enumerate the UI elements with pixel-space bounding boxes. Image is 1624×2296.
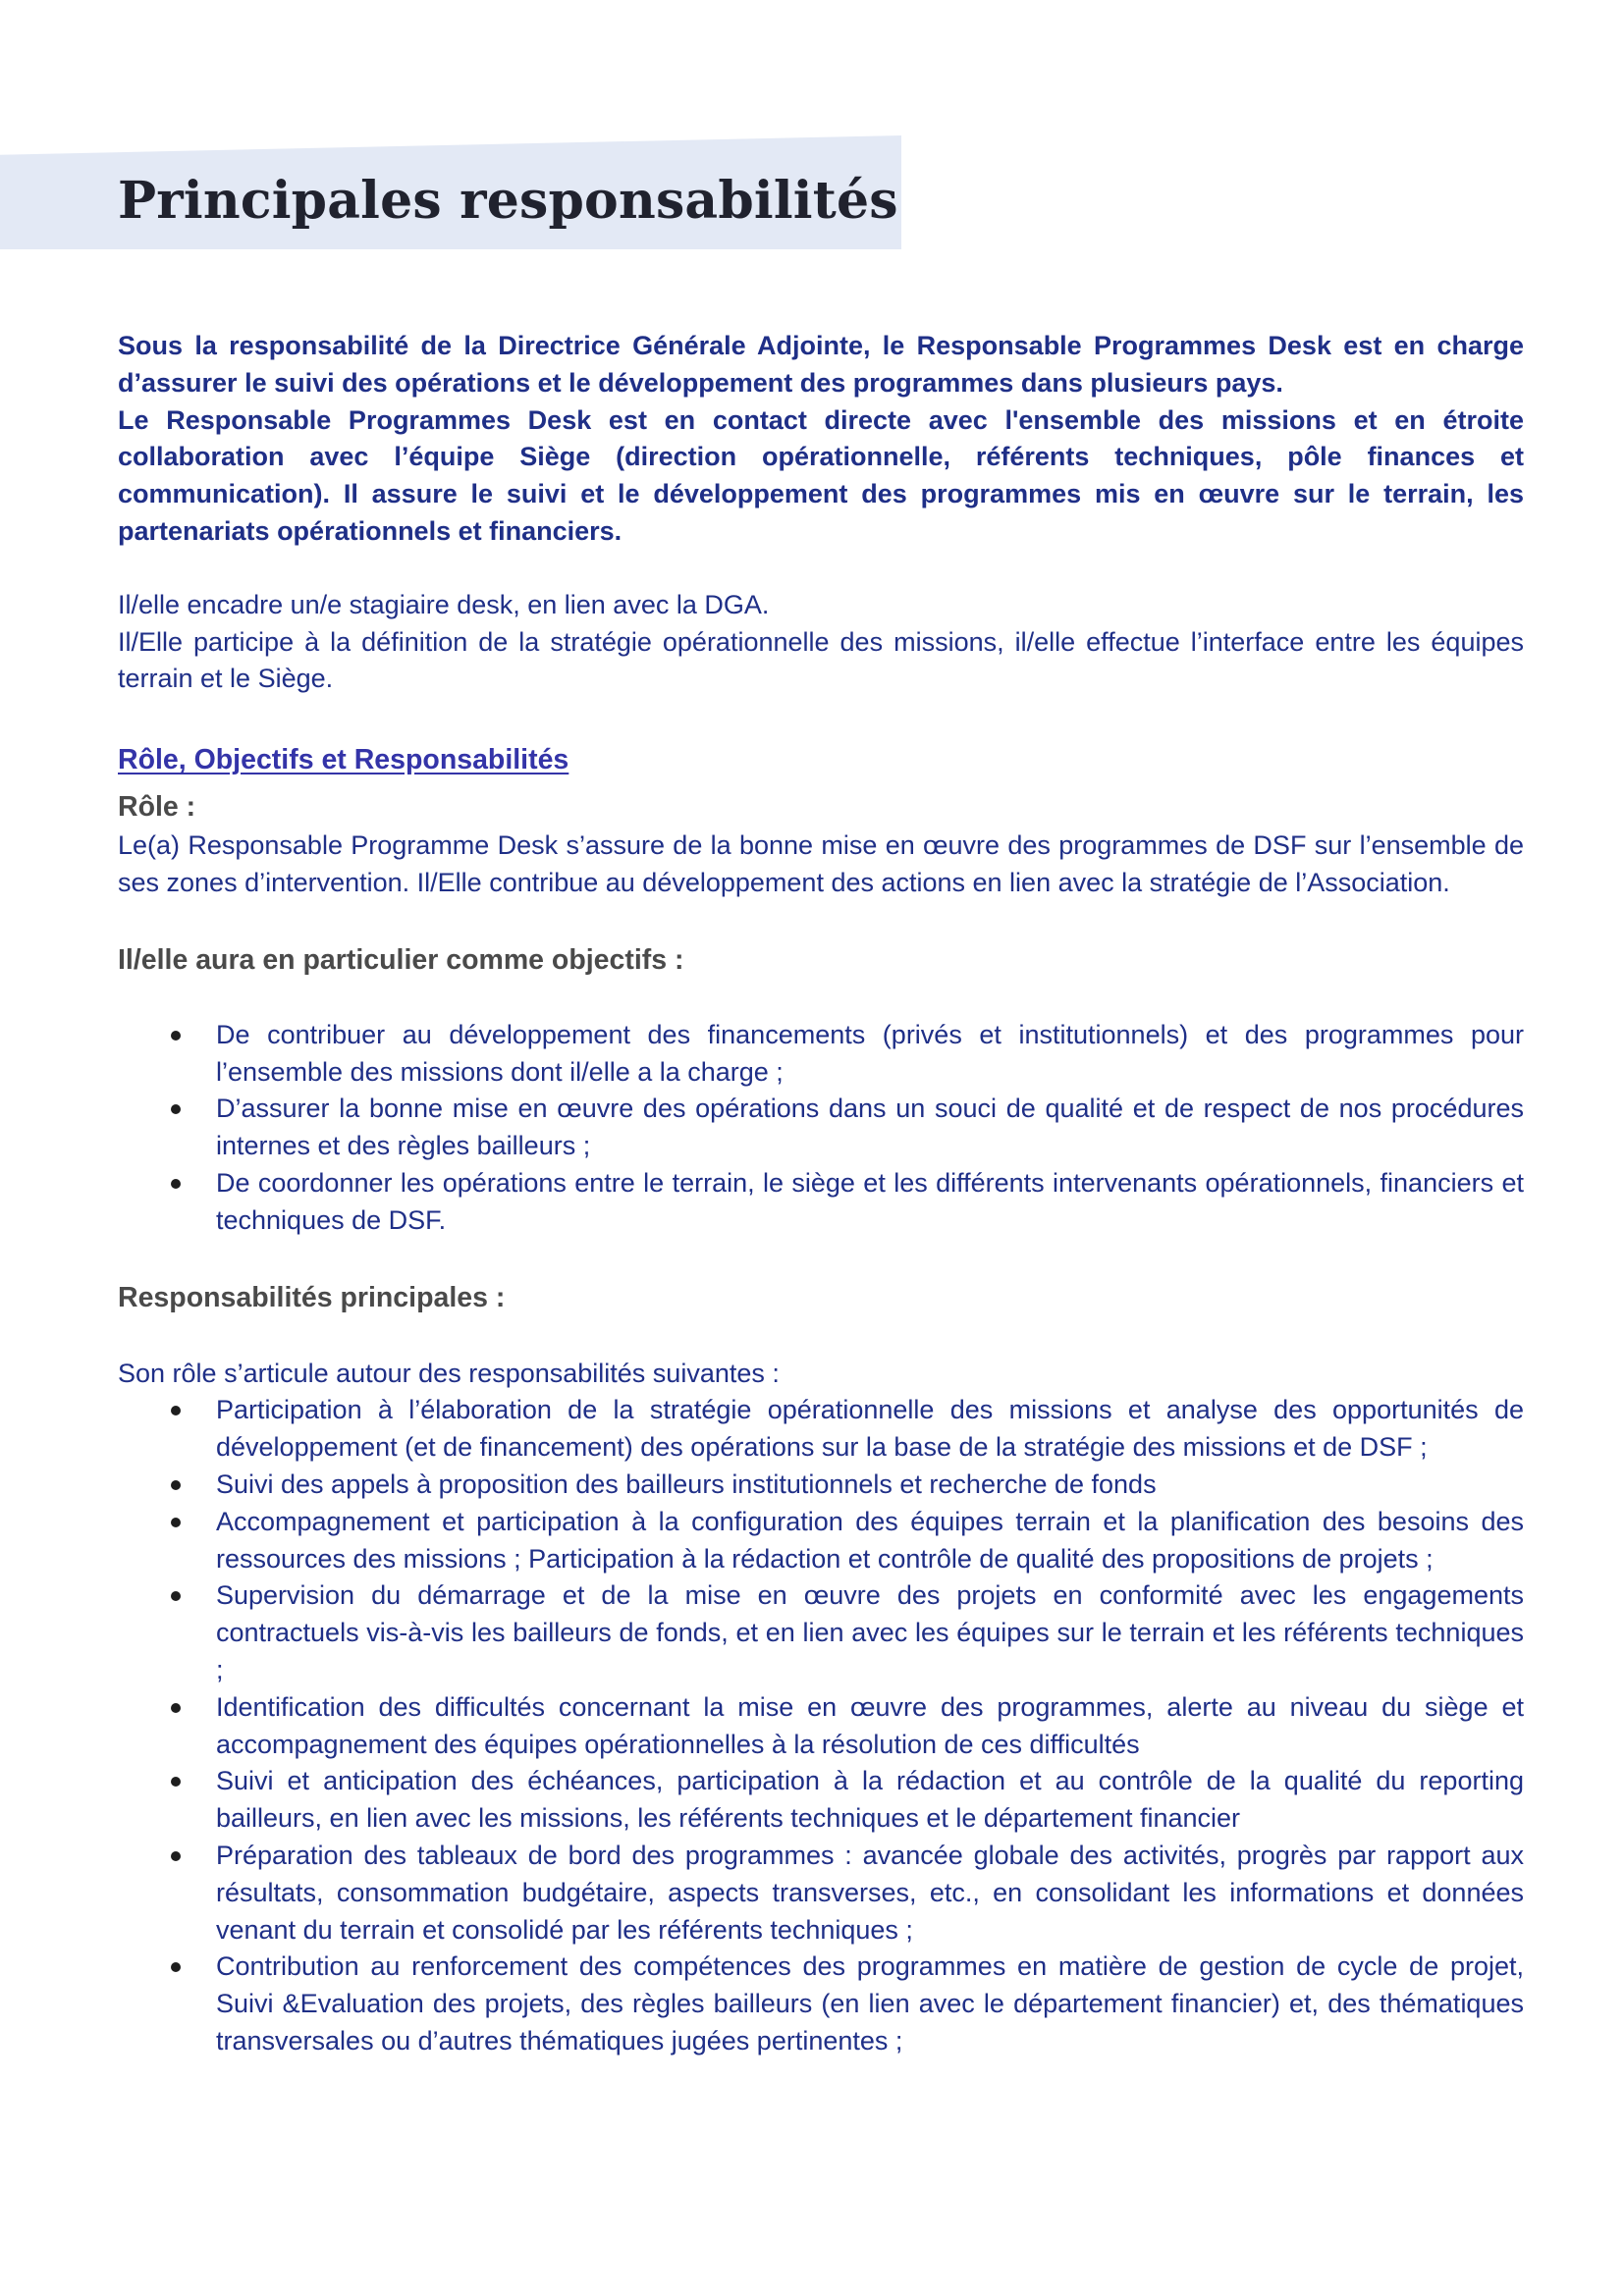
intro-bold-paragraph-1: Sous la responsabilité de la Directrice Générale Adjointe, le Responsable Programmes Desk est en charge d’assurer le suivi des opérations et le développement des programmes dans plusieurs pays. [118, 331, 1524, 398]
spacer [118, 698, 1524, 741]
intro-paragraph-2: Il/Elle participe à la définition de la stratégie opérationnelle des missions, il/elle effectue l’interface entre les équipes terrain et le Siège. [118, 626, 1524, 694]
list-item: Suivi des appels à proposition des bailleurs institutionnels et recherche de fonds [118, 1467, 1524, 1504]
objectives-heading: Il/elle aura en particulier comme objectifs : [118, 943, 684, 976]
intro-bold-paragraph-2: Le Responsable Programmes Desk est en contact directe avec l'ensemble des missions et en étroite collaboration avec l’équipe Siège (direction opérationnelle, référents techniques, pôle finances et communication). Il assure le suivi et le développement des programmes mis en œuvre sur le terrain, les partenariats opérationnels et financiers. [118, 404, 1524, 546]
section-heading: Rôle, Objectifs et Responsabilités [118, 744, 569, 776]
list-item: Participation à l’élaboration de la stratégie opérationnelle des missions et analyse des opportunités de développement (et de financement) des opérations sur la base de la stratégie des missions et de DSF ; [118, 1392, 1524, 1467]
list-item: De coordonner les opérations entre le terrain, le siège et les différents intervenants opérationnels, financiers et techniques de DSF. [118, 1165, 1524, 1240]
spacer [118, 1318, 1524, 1356]
list-item: D’assurer la bonne mise en œuvre des opérations dans un souci de qualité et de respect de nos procédures internes et des règles bailleurs ; [118, 1091, 1524, 1165]
responsibilities-heading: Responsabilités principales : [118, 1281, 506, 1313]
role-text: Le(a) Responsable Programme Desk s’assure de la bonne mise en œuvre des programmes de DSF sur l’ensemble de ses zones d’intervention. Il/Elle contribue au développement des actions en lien avec la stratégie de l’Association. [118, 830, 1524, 897]
responsibilities-list [118, 1392, 1524, 2059]
spacer [118, 981, 1524, 1017]
list-item: De contribuer au développement des financements (privés et institutionnels) et des programmes pour l’ensemble des missions dont il/elle a la charge ; [118, 1017, 1524, 1092]
list-item: Supervision du démarrage et de la mise en œuvre des projets en conformité avec les engagements contractuels vis-à-vis les bailleurs de fonds, et en lien avec les équipes sur le terrain et les référents techniques ; [118, 1577, 1524, 1688]
list-item: Préparation des tableaux de bord des programmes : avancée globale des activités, progrès par rapport aux résultats, consommation budgétaire, aspects transverses, etc., en consolidant les informations et données venant du terrain et consolidé par les référents techniques ; [118, 1838, 1524, 1949]
list-item: Contribution au renforcement des compétences des programmes en matière de gestion de cycle de projet, Suivi &Evaluation des projets, des règles bailleurs (en lien avec le département financier) et, des thématiques transversales ou d’autres thématiques jugées pertinentes ; [118, 1949, 1524, 2059]
list-item: Suivi et anticipation des échéances, participation à la rédaction et au contrôle de la qualité du reporting bailleurs, en lien avec les missions, les référents techniques et le département financier [118, 1763, 1524, 1838]
spacer [118, 551, 1524, 587]
role-heading: Rôle : [118, 791, 196, 824]
list-item: Identification des difficultés concernant la mise en œuvre des programmes, alerte au niveau du siège et accompagnement des équipes opérationnelles à la résolution de ces difficultés [118, 1689, 1524, 1764]
page-title: Principales responsabilités [118, 171, 898, 231]
document-body [118, 328, 1524, 2060]
objectives-list [118, 1017, 1524, 1240]
list-item: Accompagnement et participation à la configuration des équipes terrain et la planification des besoins des ressources des missions ; Participation à la rédaction et contrôle de qualité des propositions de projets ; [118, 1504, 1524, 1578]
intro-paragraph-1: Il/elle encadre un/e stagiaire desk, en lien avec la DGA. [118, 589, 770, 619]
responsibilities-intro: Son rôle s’articule autour des responsabilités suivantes : [118, 1358, 780, 1388]
